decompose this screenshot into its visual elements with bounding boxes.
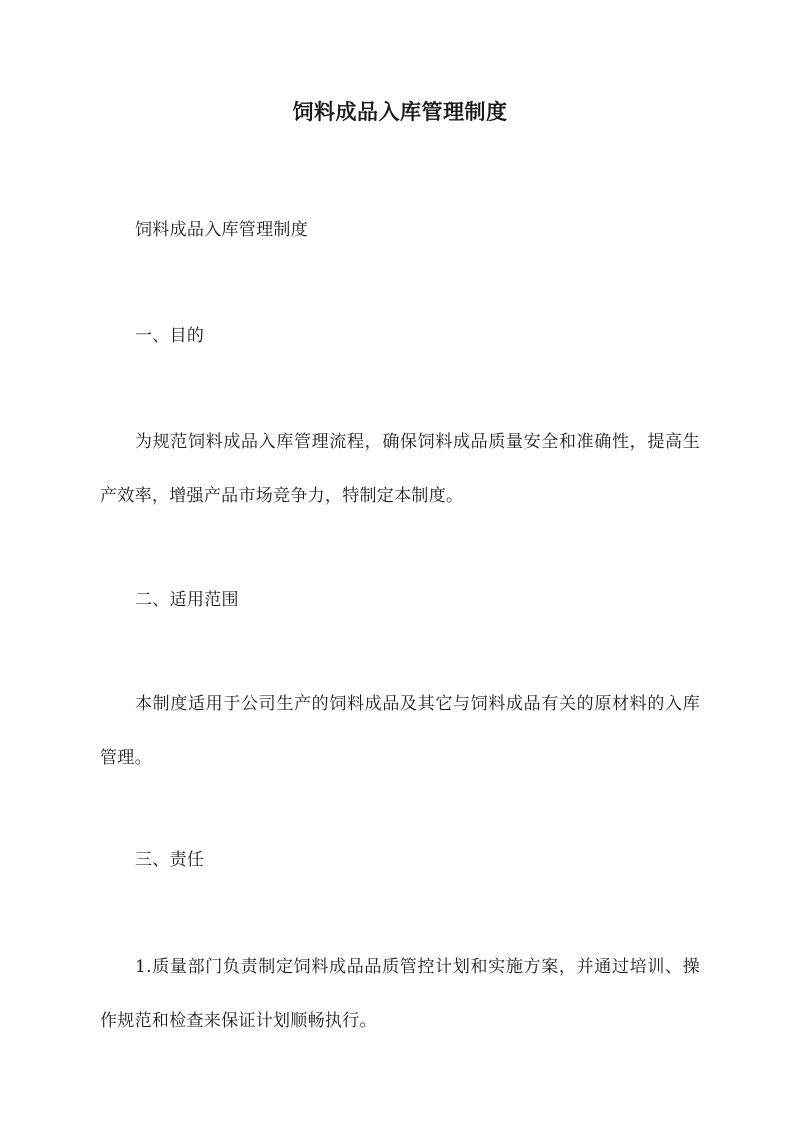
section-body-scope: 本制度适用于公司生产的饲料成品及其它与饲料成品有关的原材料的入库管理。 — [100, 694, 700, 768]
section-heading-purpose: 一、目的 — [135, 326, 205, 346]
document-title: 饲料成品入库管理制度 — [292, 99, 508, 124]
section-heading-scope: 二、适用范围 — [135, 590, 239, 610]
section-body-purpose: 为规范饲料成品入库管理流程，确保饲料成品质量安全和准确性，提高生产效率，增强产品市场竞争力，特制定本制度。 — [100, 432, 700, 506]
document-subtitle: 饲料成品入库管理制度 — [135, 220, 308, 240]
section-heading-responsibility: 三、责任 — [135, 850, 205, 870]
section-body-responsibility: 1.质量部门负责制定饲料成品品质管控计划和实施方案，并通过培训、操作规范和检查来保证计划顺畅执行。 — [100, 957, 700, 1031]
